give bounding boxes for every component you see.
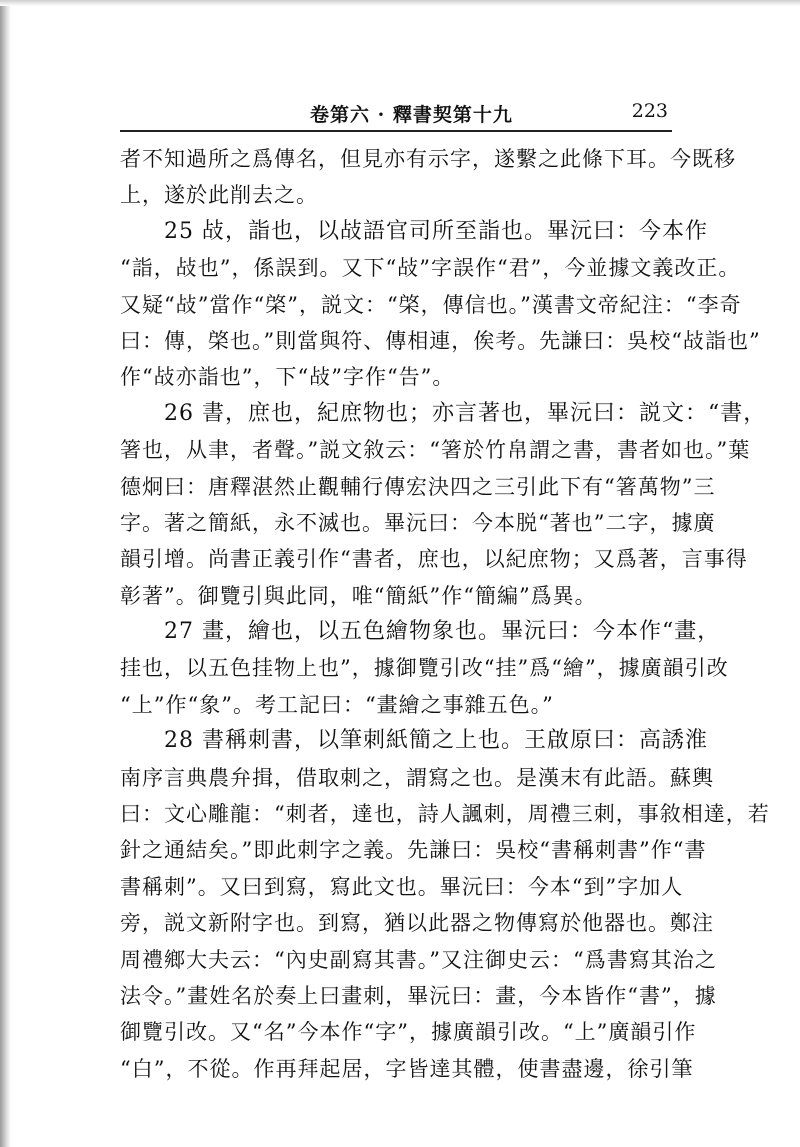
text-line: 字。著之簡紙，永不滅也。畢沅曰：今本脱“著也”二字，據廣 (120, 510, 716, 535)
top-edge-shadow (0, 0, 800, 6)
entry-26-line: 26 書，庶也，紀庶物也；亦言著也，畢沅曰：説文：“書， (164, 400, 767, 426)
text-line: 又疑“敁”當作“棨”，説文：“棨，傳信也。”漢書文帝紀注：“李奇 (120, 292, 742, 317)
text-line: 法令。”畫姓名於奏上曰畫刺，畢沅曰：畫，今本皆作“書”，據 (120, 983, 717, 1008)
text-line: “上”作“象”。考工記曰：“畫繪之事雜五色。” (120, 692, 554, 717)
text-line: 曰：傳，棨也。”則當與符、傳相連，俟考。先謙曰：吳校“敁詣也” (120, 328, 761, 353)
text-line: 作“敁亦詣也”，下“敁”字作“告”。 (120, 365, 455, 390)
page-body (120, 141, 770, 1087)
text-line: 箸也，从聿，者聲。”説文敘云：“箸於竹帛謂之書，書者如也。”葉 (120, 438, 751, 463)
page-number: 223 (631, 100, 668, 122)
text-line: 曰：文心雕龍：“刺者，達也，詩人諷刺，周禮三刺，事敘相達，若 (120, 802, 770, 827)
text-line: 書稱刺”。又曰到寫，寫此文也。畢沅曰：今本“到”字加人 (120, 874, 684, 899)
entry-27-line: 27 畫，繪也，以五色繪物象也。畢沅曰：今本作“畫， (164, 619, 721, 645)
text-line: 旁，説文新附字也。到寫，猶以此器之物傳寫於他器也。鄭注 (120, 911, 714, 936)
entry-28-line: 28 書稱刺書，以筆刺紙簡之上也。王啟原曰：高誘淮 (164, 728, 708, 754)
text-line: 周禮鄉大夫云：“內史副寫其書。”又注御史云：“爲書寫其治之 (120, 947, 717, 972)
text-line: 挂也，以五色挂物上也”，據御覽引改“挂”爲“繪”，據廣韻引改 (120, 656, 729, 681)
text-line: 南序言典農弁揖，借取刺之，謂寫之也。是漢末有此語。蘇輿 (120, 765, 714, 790)
text-line: 者不知過所之爲傳名，但見亦有示字，遂繫之此條下耳。今既移 (120, 147, 736, 171)
book-spine-shadow (0, 0, 11, 1147)
text-line: 針之通結矣。”即此刺字之義。先謙曰：吳校“書稱刺書”作“書 (120, 838, 707, 863)
text-line: 韻引增。尚書正義引作“書者，庶也，以紀庶物；又爲著，言事得 (120, 547, 748, 572)
text-line: “白”，不從。作再拜起居，字皆達其體，使書盡邊，徐引筆 (120, 1056, 694, 1081)
text-line: 御覽引改。又“名”今本作“字”，據廣韻引改。“上”廣韻引作 (120, 1020, 697, 1045)
text-line: 德炯曰：唐釋湛然止觀輔行傳宏決四之三引此下有“箸萬物”三 (120, 474, 716, 499)
text-line: 彰著”。御覽引與此同，唯“簡紙”作“簡編”爲異。 (120, 583, 597, 608)
page-header (120, 96, 672, 132)
text-line: “詣，敁也”，係誤到。又下“敁”字誤作“君”，今並據文義改正。 (120, 256, 741, 281)
running-title: 卷第六 · 釋書契第十九 (310, 104, 513, 126)
entry-25-line: 25 敁，詣也，以敁語官司所至詣也。畢沅曰：今本作 (164, 218, 708, 244)
text-line: 上，遂於此削去之。 (120, 183, 318, 208)
